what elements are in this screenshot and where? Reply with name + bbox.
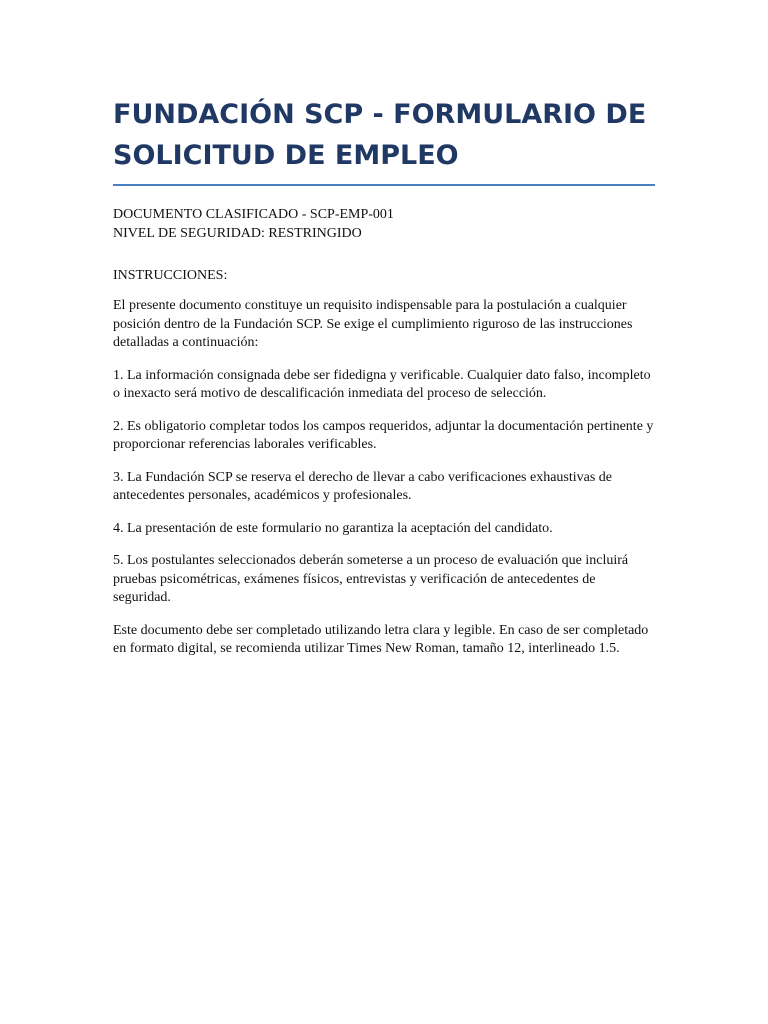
document-page — [113, 94, 655, 673]
document-title: FUNDACIÓN SCP - FORMULARIO DE SOLICITUD DE EMPLEO — [113, 94, 655, 186]
classification-line: DOCUMENTO CLASIFICADO - SCP-EMP-001 — [113, 207, 394, 222]
instructions-heading: INSTRUCCIONES: — [113, 268, 228, 283]
instruction-item-4: 4. La presentación de este formulario no garantiza la aceptación del candidato. — [113, 520, 553, 536]
closing-paragraph: Este documento debe ser completado utilizando letra clara y legible. En caso de ser completado en formato digital, se recomienda utilizar Times New Roman, tamaño 12, interlineado 1.5. — [113, 622, 649, 656]
intro-paragraph: El presente documento constituye un requisito indispensable para la postulación a cualquier posición dentro de la Fundación SCP. Se exige el cumplimiento riguroso de las instrucciones detalladas a continuación: — [113, 298, 633, 350]
instruction-item-2: 2. Es obligatorio completar todos los campos requeridos, adjuntar la documentación pertinente y proporcionar referencias laborales verificables. — [113, 418, 654, 452]
instruction-item-3: 3. La Fundación SCP se reserva el derecho de llevar a cabo verificaciones exhaustivas de antecedentes personales, académicos y profesionales. — [113, 469, 613, 503]
instruction-item-5: 5. Los postulantes seleccionados deberán someterse a un proceso de evaluación que incluirá pruebas psicométricas, exámenes físicos, entrevistas y verificación de antecedentes de seguridad. — [113, 553, 629, 605]
document-meta — [113, 205, 655, 243]
security-level-line: NIVEL DE SEGURIDAD: RESTRINGIDO — [113, 226, 362, 241]
instruction-item-1: 1. La información consignada debe ser fidedigna y verificable. Cualquier dato falso, incompleto o inexacto será motivo de descalificación inmediata del proceso de selección. — [113, 367, 651, 401]
